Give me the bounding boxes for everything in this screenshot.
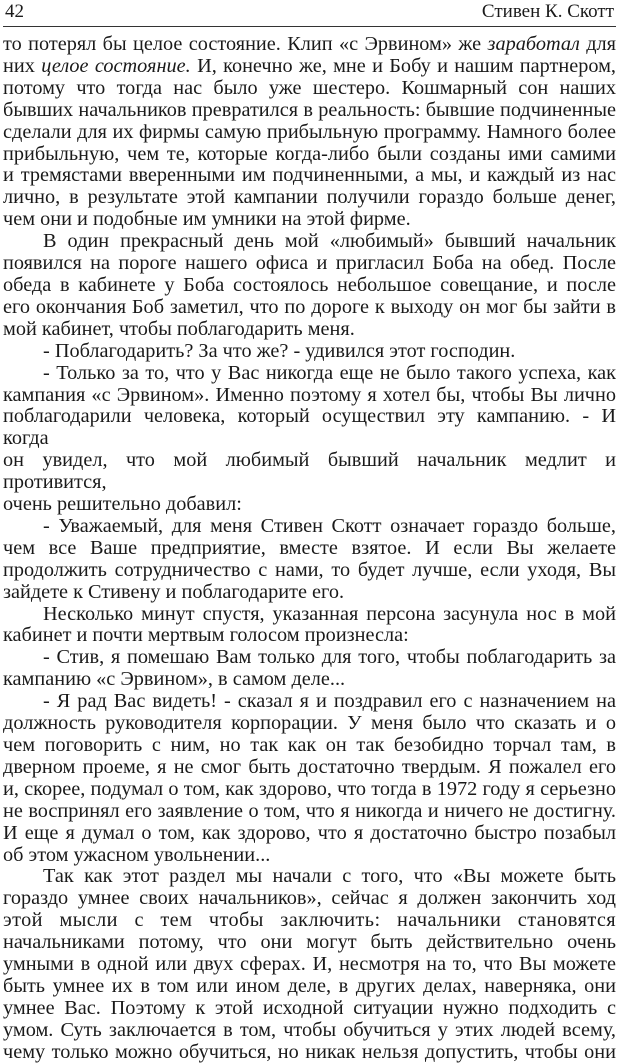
text-line: обеда в кабинете у Боба состоялось небольшое совещание, и после — [3, 273, 616, 296]
text-line: умом. Суть заключается в том, чтобы обучиться у этих людей всему, — [3, 1018, 616, 1041]
text-line: об этом ужасном увольнении... — [3, 843, 271, 866]
text-line: поблагодарили человека, который осуществил эту кампанию. - И когда — [3, 405, 616, 450]
text-line: дверном проеме, я не смог быть достаточно твердым. Я пожалел его — [3, 755, 616, 778]
text-line: его окончания Боб заметил, что по дороге к выходу он мог бы зайти в — [3, 295, 616, 318]
text-line: Так как этот раздел мы начали с того, что «Вы можете быть — [43, 865, 616, 888]
text-line: кабинет и почти мертвым голосом произнесла: — [3, 624, 409, 647]
text-line: сделали для их фирмы самую прибыльную программу. Намного более — [3, 120, 616, 143]
text-line: он увидел, что мой любимый бывший начальник медлит и противится, — [3, 449, 616, 494]
text-line: кампания «с Эрвином». Именно поэтому я хотел бы, чтобы Вы лично — [3, 383, 616, 406]
text-line: - Поблагодарить? За что же? - удивился этот господин. — [43, 339, 516, 362]
text-line: должность руководителя корпорации. У меня было что сказать и о — [3, 712, 616, 735]
text-line: лично, в результате этой кампании получили гораздо больше денег, — [3, 186, 616, 209]
page-header — [3, 0, 616, 27]
text-line: - Только за то, что у Вас никогда еще не было такого успеха, как — [43, 361, 616, 384]
text-line: - Стив, я помешаю Вам только для того, чтобы поблагодарить за — [43, 646, 616, 669]
body-text — [3, 34, 616, 1064]
text-line: умными в одной или двух сферах. И, несмотря на то, что Вы можете — [3, 953, 616, 976]
text-line: - Я рад Вас видеть! - сказал я и поздравил его с назначением на — [43, 690, 616, 713]
text-line: и тремястами вверенными им подчиненными, а мы, и каждый из нас — [3, 164, 616, 187]
text-line: потому что тогда нас было уже шестеро. Кошмарный сон наших — [3, 76, 616, 99]
text-line: то потерял бы целое состояние. Клип «с Эрвином» же заработал для — [3, 33, 616, 55]
text-line: этой мысли с тем чтобы заключить: начальники становятся — [3, 909, 616, 932]
text-line: прибыльную, чем те, которые когда-либо были созданы ими самими — [3, 142, 616, 165]
text-line: И еще я думал о том, как здорово, что я достаточно быстро позабыл — [3, 821, 616, 844]
text-line: чем они и подобные им умники на этой фирме. — [3, 208, 411, 231]
text-line: быть умнее их в том или ином деле, в других делах, наверняка, они — [3, 974, 616, 997]
text-line: гораздо умнее своих начальников», сейчас я должен закончить ход — [3, 887, 616, 910]
text-line: зайдете к Стивену и поблагодарите его. — [3, 580, 345, 603]
text-line: них целое состояние. И, конечно же, мне и Бобу и нашим партнером, — [3, 54, 617, 77]
text-line: бывших начальников превратился в реальность: бывшие подчиненные — [3, 98, 616, 121]
page-number: 42 — [5, 1, 24, 22]
text-line: очень решительно добавил: — [3, 493, 242, 516]
running-title: Стивен К. Скотт — [481, 1, 614, 22]
text-line: чему только можно обучиться, но никак нельзя допустить, чтобы они — [3, 1040, 616, 1063]
text-line: мой кабинет, чтобы поблагодарить меня. — [3, 317, 355, 340]
text-line: и, скорее, подумал о том, как здорово, что тогда в 1972 году я серьезно — [3, 777, 616, 800]
header-rule — [3, 26, 616, 27]
text-line: умнее Вас. Поэтому к этой исходной ситуации нужно подходить с — [3, 996, 616, 1019]
text-line: не воспринял его заявление о том, что я никогда и ничего не достигну. — [3, 799, 616, 822]
text-line: появился на пороге нашего офиса и пригласил Боба на обед. После — [3, 252, 616, 275]
text-line: кампанию «с Эрвином», в самом деле... — [3, 668, 346, 691]
text-line: начальниками потому, что они могут быть действительно очень — [3, 931, 616, 954]
text-line: В один прекрасный день мой «любимый» бывший начальник — [43, 230, 616, 253]
text-line: чем все Ваше предприятие, вместе взятое. И если Вы желаете — [3, 536, 616, 559]
text-line: продолжить сотрудничество с нами, то будет лучше, если уходя, Вы — [3, 558, 616, 581]
text-line: чем поговорить с ним, но так как он так безобидно торчал там, в — [3, 734, 616, 756]
text-line: Несколько минут спустя, указанная персона засунула нос в мой — [43, 602, 616, 625]
text-line: - Уважаемый, для меня Стивен Скотт означает гораздо больше, — [43, 514, 616, 537]
